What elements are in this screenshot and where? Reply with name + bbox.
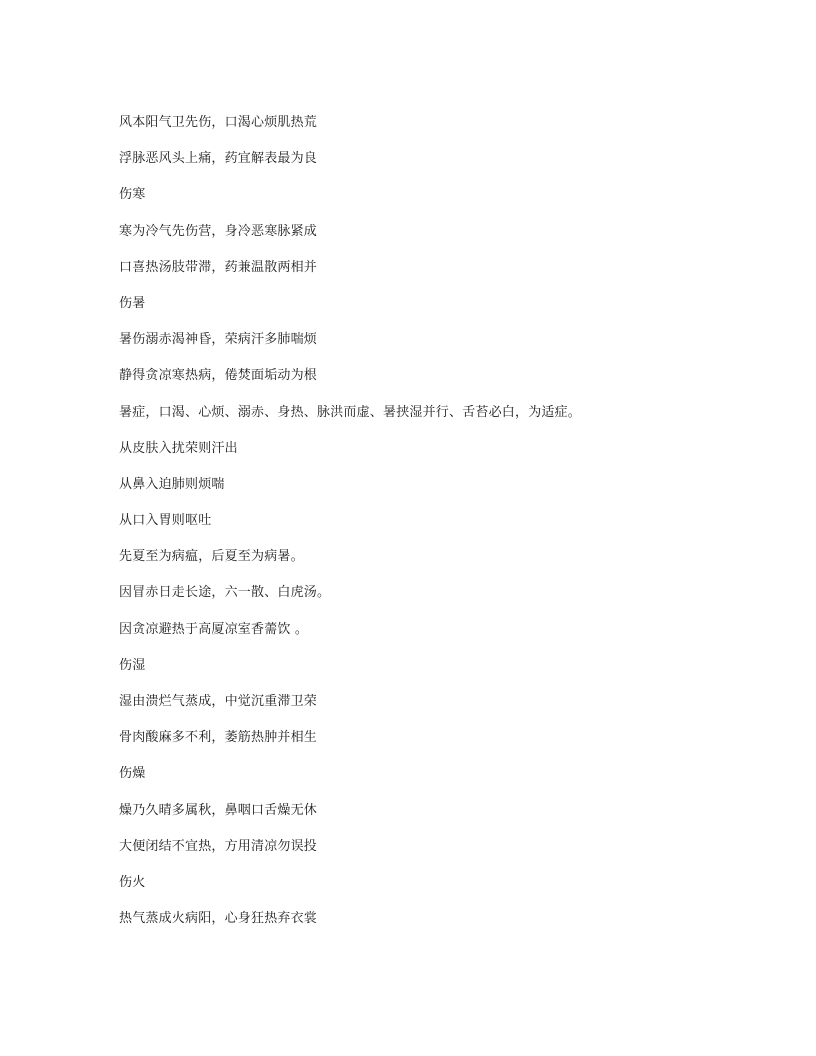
text-line: 湿由溃烂气蒸成，中觉沉重滞卫荣 — [119, 694, 318, 709]
text-line: 因冒赤日走长途，六一散、白虎汤。 — [119, 585, 331, 601]
text-line: 暑伤溺赤渴神昏，荣病汗多肺喘烦 — [119, 332, 318, 348]
text-line: 骨肉酸麻多不利，萎筋热肿并相生 — [119, 730, 318, 746]
section-heading: 伤寒 — [119, 187, 146, 203]
text-line: 口喜热汤肢带滞，药兼温散两相并 — [119, 259, 318, 275]
text-line: 燥乃久晴多属秋，鼻咽口舌燥无休 — [119, 802, 318, 818]
text-line: 热气蒸成火病阳，心身狂热弃衣裳 — [119, 911, 318, 927]
text-line: 静得贪凉寒热病，倦焚面垢动为根 — [119, 368, 318, 384]
text-line: 大便闭结不宜热，方用清凉勿误投 — [119, 838, 318, 854]
text-body — [119, 112, 739, 944]
text-line: 从鼻入迫肺则烦喘 — [119, 476, 225, 492]
section-heading: 伤湿 — [119, 657, 146, 673]
section-heading: 伤火 — [119, 874, 146, 890]
text-line: 先夏至为病瘟，后夏至为病暑。 — [119, 549, 304, 565]
text-line: 寒为冷气先伤营，身冷恶寒脉紧成 — [119, 223, 318, 239]
text-line: 从皮肤入扰荣则汗出 — [119, 440, 238, 456]
text-line: 因贪凉避热于高厦凉室香薷饮 。 — [119, 621, 309, 637]
section-heading: 伤暑 — [119, 295, 146, 311]
text-line: 从口入胃则呕吐 — [119, 513, 212, 529]
text-line: 暑症，口渴、心烦、溺赤、身热、脉洪而虚、暑挟湿并行、舌苔必白，为适症。 — [119, 404, 582, 420]
section-heading: 伤燥 — [119, 766, 146, 782]
text-line: 浮脉恶风头上痛，药宜解表最为良 — [119, 151, 318, 167]
text-line: 风本阳气卫先伤，口渴心烦肌热荒 — [119, 115, 318, 130]
